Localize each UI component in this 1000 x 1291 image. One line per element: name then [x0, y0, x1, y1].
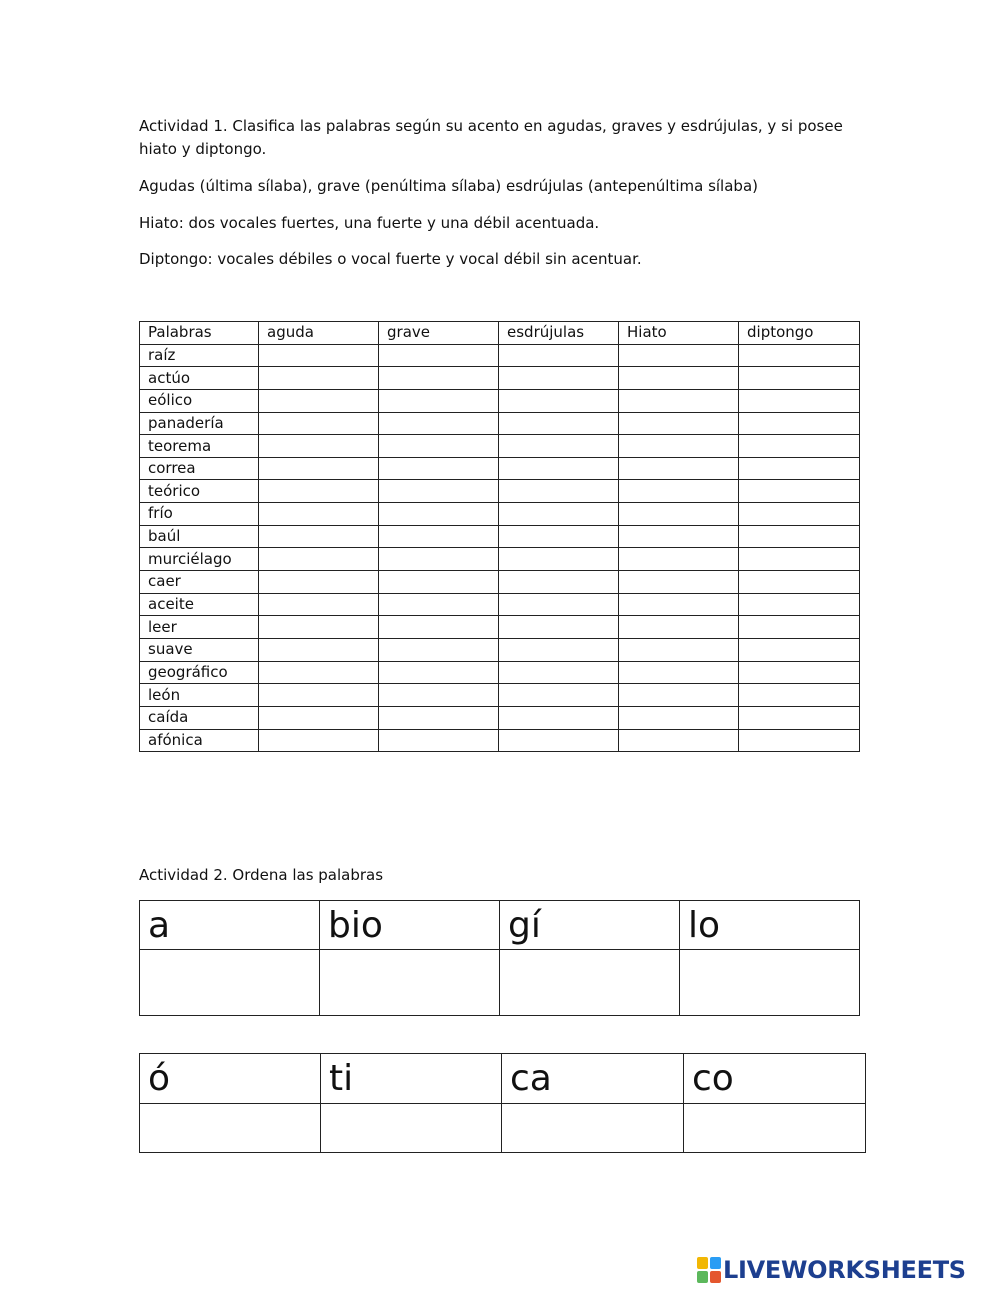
answer-cell[interactable] [739, 548, 860, 571]
column-header: diptongo [739, 322, 860, 345]
word-cell: panadería [140, 412, 259, 435]
word-cell: aceite [140, 593, 259, 616]
table-row [140, 706, 860, 729]
activity-2-title: Actividad 2. Ordena las palabras [139, 866, 384, 884]
table-row [140, 389, 860, 412]
syllable-table-1 [139, 900, 860, 1016]
brand-name: LIVEWORKSHEETS [723, 1256, 966, 1284]
table-row [140, 729, 860, 752]
activity-1-instructions: Actividad 1. Clasifica las palabras según su acento en agudas, graves y esdrújulas, y si posee hiato y diptongo. [139, 117, 843, 158]
word-cell: raíz [140, 344, 259, 367]
word-cell: murciélago [140, 548, 259, 571]
answer-cell[interactable] [499, 435, 619, 458]
syllable-cell: co [684, 1054, 866, 1104]
hiato-definition: Hiato: dos vocales fuertes, una fuerte y una débil acentuada. [139, 214, 600, 232]
answer-cell[interactable] [379, 616, 499, 639]
answer-cell[interactable] [619, 638, 739, 661]
column-header: grave [379, 322, 499, 345]
diptongo-definition: Diptongo: vocales débiles o vocal fuerte y vocal débil sin acentuar. [139, 250, 642, 268]
answer-cell[interactable] [379, 571, 499, 594]
table-row [140, 661, 860, 684]
table-row [140, 616, 860, 639]
answer-cell[interactable] [619, 435, 739, 458]
answer-cell[interactable] [499, 638, 619, 661]
answer-cell[interactable] [259, 616, 379, 639]
answer-cell[interactable] [739, 457, 860, 480]
answer-cell[interactable] [739, 344, 860, 367]
answer-cell[interactable] [259, 344, 379, 367]
answer-cell[interactable] [739, 525, 860, 548]
answer-cell[interactable] [739, 571, 860, 594]
word-cell: frío [140, 503, 259, 526]
answer-cell[interactable] [499, 367, 619, 390]
word-cell: geográfico [140, 661, 259, 684]
table-row [140, 593, 860, 616]
answer-cell[interactable] [499, 684, 619, 707]
answer-cell[interactable] [500, 950, 680, 1016]
answer-cell[interactable] [259, 525, 379, 548]
answer-cell[interactable] [739, 661, 860, 684]
answer-cell[interactable] [259, 706, 379, 729]
answer-cell[interactable] [499, 661, 619, 684]
answer-cell[interactable] [379, 457, 499, 480]
answer-cell[interactable] [320, 950, 500, 1016]
column-header: Hiato [619, 322, 739, 345]
syllable-cell: ca [502, 1054, 684, 1104]
answer-cell[interactable] [499, 457, 619, 480]
word-cell: correa [140, 457, 259, 480]
answer-cell[interactable] [619, 389, 739, 412]
column-header: Palabras [140, 322, 259, 345]
table-row [140, 638, 860, 661]
word-cell: leer [140, 616, 259, 639]
agudas-definition: Agudas (última sílaba), grave (penúltima sílaba) esdrújulas (antepenúltima sílaba) [139, 177, 758, 195]
answer-cell[interactable] [739, 480, 860, 503]
syllable-cell: lo [680, 901, 860, 950]
syllable-cell: a [140, 901, 320, 950]
answer-cell[interactable] [499, 412, 619, 435]
answer-cell[interactable] [619, 616, 739, 639]
answer-cell[interactable] [499, 616, 619, 639]
answer-cell[interactable] [140, 1104, 321, 1153]
answer-cell[interactable] [259, 367, 379, 390]
answer-cell[interactable] [739, 729, 860, 752]
answer-cell[interactable] [499, 729, 619, 752]
answer-cell[interactable] [379, 480, 499, 503]
answer-cell[interactable] [259, 593, 379, 616]
column-header: esdrújulas [499, 322, 619, 345]
word-cell: caer [140, 571, 259, 594]
answer-cell[interactable] [739, 435, 860, 458]
answer-cell[interactable] [379, 638, 499, 661]
table-row [140, 571, 860, 594]
answer-cell[interactable] [619, 571, 739, 594]
answer-cell[interactable] [619, 480, 739, 503]
syllable-cell: ó [140, 1054, 321, 1104]
table-row [140, 503, 860, 526]
answer-cell[interactable] [499, 525, 619, 548]
table-row [140, 344, 860, 367]
answer-cell[interactable] [379, 593, 499, 616]
word-cell: eólico [140, 389, 259, 412]
answer-cell[interactable] [259, 412, 379, 435]
word-cell: caída [140, 706, 259, 729]
answer-cell[interactable] [379, 344, 499, 367]
answer-cell[interactable] [379, 389, 499, 412]
liveworksheets-mark-icon [697, 1257, 721, 1283]
answer-cell[interactable] [379, 661, 499, 684]
answer-cell[interactable] [739, 684, 860, 707]
answer-cell[interactable] [259, 729, 379, 752]
answer-cell[interactable] [140, 950, 320, 1016]
answer-cell[interactable] [259, 480, 379, 503]
answer-cell[interactable] [379, 706, 499, 729]
answer-cell[interactable] [684, 1104, 866, 1153]
answer-cell[interactable] [379, 367, 499, 390]
answer-cell[interactable] [259, 457, 379, 480]
answer-cell[interactable] [321, 1104, 502, 1153]
answer-cell[interactable] [379, 684, 499, 707]
word-cell: teórico [140, 480, 259, 503]
word-cell: afónica [140, 729, 259, 752]
answer-cell[interactable] [502, 1104, 684, 1153]
syllable-cell: gí [500, 901, 680, 950]
table-row [140, 548, 860, 571]
answer-cell[interactable] [259, 389, 379, 412]
answer-cell[interactable] [739, 638, 860, 661]
word-cell: baúl [140, 525, 259, 548]
answer-cell[interactable] [259, 503, 379, 526]
table-row [140, 435, 860, 458]
answer-cell[interactable] [739, 389, 860, 412]
answer-cell[interactable] [379, 412, 499, 435]
answer-cell[interactable] [259, 661, 379, 684]
syllable-table-2 [139, 1053, 866, 1153]
word-cell: suave [140, 638, 259, 661]
column-header: aguda [259, 322, 379, 345]
word-cell: actúo [140, 367, 259, 390]
answer-cell[interactable] [379, 548, 499, 571]
liveworksheets-logo [697, 1253, 966, 1287]
answer-cell[interactable] [619, 729, 739, 752]
table-row [140, 367, 860, 390]
answer-cell[interactable] [619, 548, 739, 571]
table-row [140, 525, 860, 548]
answer-cell[interactable] [499, 571, 619, 594]
answer-cell[interactable] [379, 503, 499, 526]
answer-cell[interactable] [499, 548, 619, 571]
answer-cell[interactable] [499, 503, 619, 526]
table-row [140, 412, 860, 435]
table-row [140, 684, 860, 707]
answer-cell[interactable] [619, 684, 739, 707]
answer-cell[interactable] [259, 638, 379, 661]
answer-cell[interactable] [499, 706, 619, 729]
answer-cell[interactable] [499, 593, 619, 616]
table-row [140, 457, 860, 480]
answer-cell[interactable] [739, 503, 860, 526]
word-cell: león [140, 684, 259, 707]
answer-cell[interactable] [619, 593, 739, 616]
answer-cell[interactable] [259, 548, 379, 571]
answer-cell[interactable] [259, 571, 379, 594]
answer-cell[interactable] [739, 706, 860, 729]
answer-cell[interactable] [680, 950, 860, 1016]
word-cell: teorema [140, 435, 259, 458]
answer-cell[interactable] [259, 684, 379, 707]
answer-cell[interactable] [499, 480, 619, 503]
answer-cell[interactable] [619, 344, 739, 367]
answer-cell[interactable] [499, 389, 619, 412]
answer-cell[interactable] [619, 706, 739, 729]
answer-cell[interactable] [739, 616, 860, 639]
classification-table [139, 321, 860, 752]
answer-cell[interactable] [619, 503, 739, 526]
answer-cell[interactable] [379, 435, 499, 458]
answer-cell[interactable] [739, 593, 860, 616]
answer-cell[interactable] [379, 525, 499, 548]
answer-cell[interactable] [619, 661, 739, 684]
syllable-cell: ti [321, 1054, 502, 1104]
answer-cell[interactable] [619, 412, 739, 435]
table-row [140, 480, 860, 503]
answer-cell[interactable] [739, 412, 860, 435]
answer-cell[interactable] [619, 457, 739, 480]
header-row [140, 322, 860, 345]
answer-cell[interactable] [379, 729, 499, 752]
answer-cell[interactable] [259, 435, 379, 458]
syllable-cell: bio [320, 901, 500, 950]
answer-cell[interactable] [739, 367, 860, 390]
answer-cell[interactable] [619, 367, 739, 390]
answer-cell[interactable] [619, 525, 739, 548]
answer-cell[interactable] [499, 344, 619, 367]
